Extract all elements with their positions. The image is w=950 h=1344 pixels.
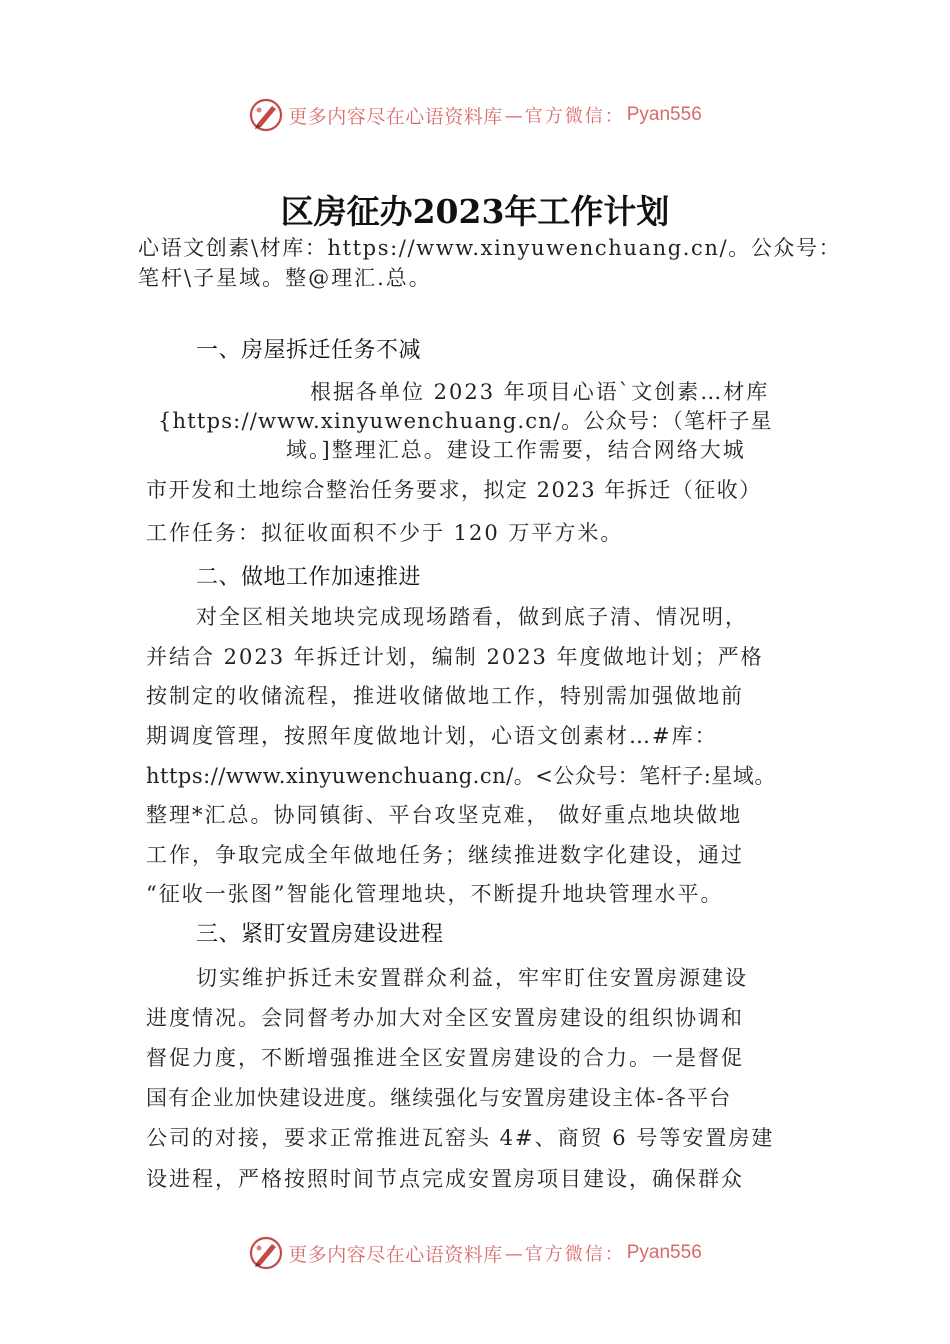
banner-wechat-label: —官方微信： <box>504 1244 625 1265</box>
intro-line: 心语文创素\材库：https://www.xinyuwenchuang.cn/。公众号： <box>138 236 842 260</box>
paragraph-line: https://www.xinyuwenchuang.cn/。<公众号：笔杆子:星域。 <box>146 764 776 788</box>
paragraph-line: 对全区相关地块完成现场踏看，做到底子清、情况明， <box>196 605 748 629</box>
paragraph-line: 市开发和土地综合整治任务要求，拟定 2023 年拆迁（征收） <box>146 478 762 502</box>
ink-pen-logo-icon <box>248 97 284 133</box>
section-heading: 三、紧盯安置房建设进程 <box>196 922 444 947</box>
paragraph-line: 整理*汇总。协同镇街、平台攻坚克难， 做好重点地块做地 <box>146 803 743 827</box>
paragraph-line: 工作，争取完成全年做地任务；继续推进数字化建设，通过 <box>146 843 744 867</box>
paragraph-line: 按制定的收储流程，推进收储做地工作，特别需加强做地前 <box>146 684 744 708</box>
section-heading: 一、房屋拆迁任务不减 <box>196 338 422 363</box>
paragraph-line: 根据各单位 2023 年项目心语`文创素…材库 <box>310 380 770 404</box>
paragraph-line: 工作任务：拟征收面积不少于 120 万平方米。 <box>146 521 624 545</box>
paragraph-line: 并结合 2023 年拆迁计划，编制 2023 年度做地计划；严格 <box>146 645 764 669</box>
paragraph-line: {https://www.xinyuwenchuang.cn/。公众号：（笔杆子星 <box>158 409 773 433</box>
paragraph-line: 设进程，严格按照时间节点完成安置房项目建设，确保群众 <box>146 1167 744 1191</box>
banner-wechat-label: —官方微信： <box>504 106 625 127</box>
paragraph-line: 督促力度，不断增强推进全区安置房建设的合力。一是督促 <box>146 1046 744 1070</box>
document-title: 区房征办2023年工作计划 <box>280 192 670 231</box>
section-heading: 二、做地工作加速推进 <box>196 565 422 590</box>
paragraph-line: 期调度管理，按照年度做地计划，心语文创素材…#库： <box>146 724 718 748</box>
paragraph-line: 公司的对接，要求正常推进瓦窑头 4#、商贸 6 号等安置房建 <box>146 1126 775 1150</box>
header-banner <box>0 95 950 135</box>
paragraph-line: 域。]整理汇总。建设工作需要，结合网络大城 <box>286 438 746 462</box>
banner-main-text: 更多内容尽在心语资料库 <box>288 1243 503 1266</box>
intro-line: 笔杆\子星域。整@理汇.总。 <box>138 266 432 290</box>
banner-wechat-id: Pyan556 <box>626 104 702 125</box>
paragraph-line: 国有企业加快建设进度。继续强化与安置房建设主体-各平台 <box>146 1086 732 1110</box>
banner-main-text: 更多内容尽在心语资料库 <box>288 105 503 128</box>
paragraph-line: “征收一张图”智能化管理地块，不断提升地块管理水平。 <box>146 882 724 906</box>
paragraph-line: 进度情况。会同督考办加大对全区安置房建设的组织协调和 <box>146 1006 744 1030</box>
paragraph-line: 切实维护拆迁未安置群众利益，牢牢盯住安置房源建设 <box>196 966 748 990</box>
footer-banner <box>0 1233 950 1273</box>
ink-pen-logo-icon <box>248 1235 284 1271</box>
banner-wechat-id: Pyan556 <box>626 1242 702 1263</box>
